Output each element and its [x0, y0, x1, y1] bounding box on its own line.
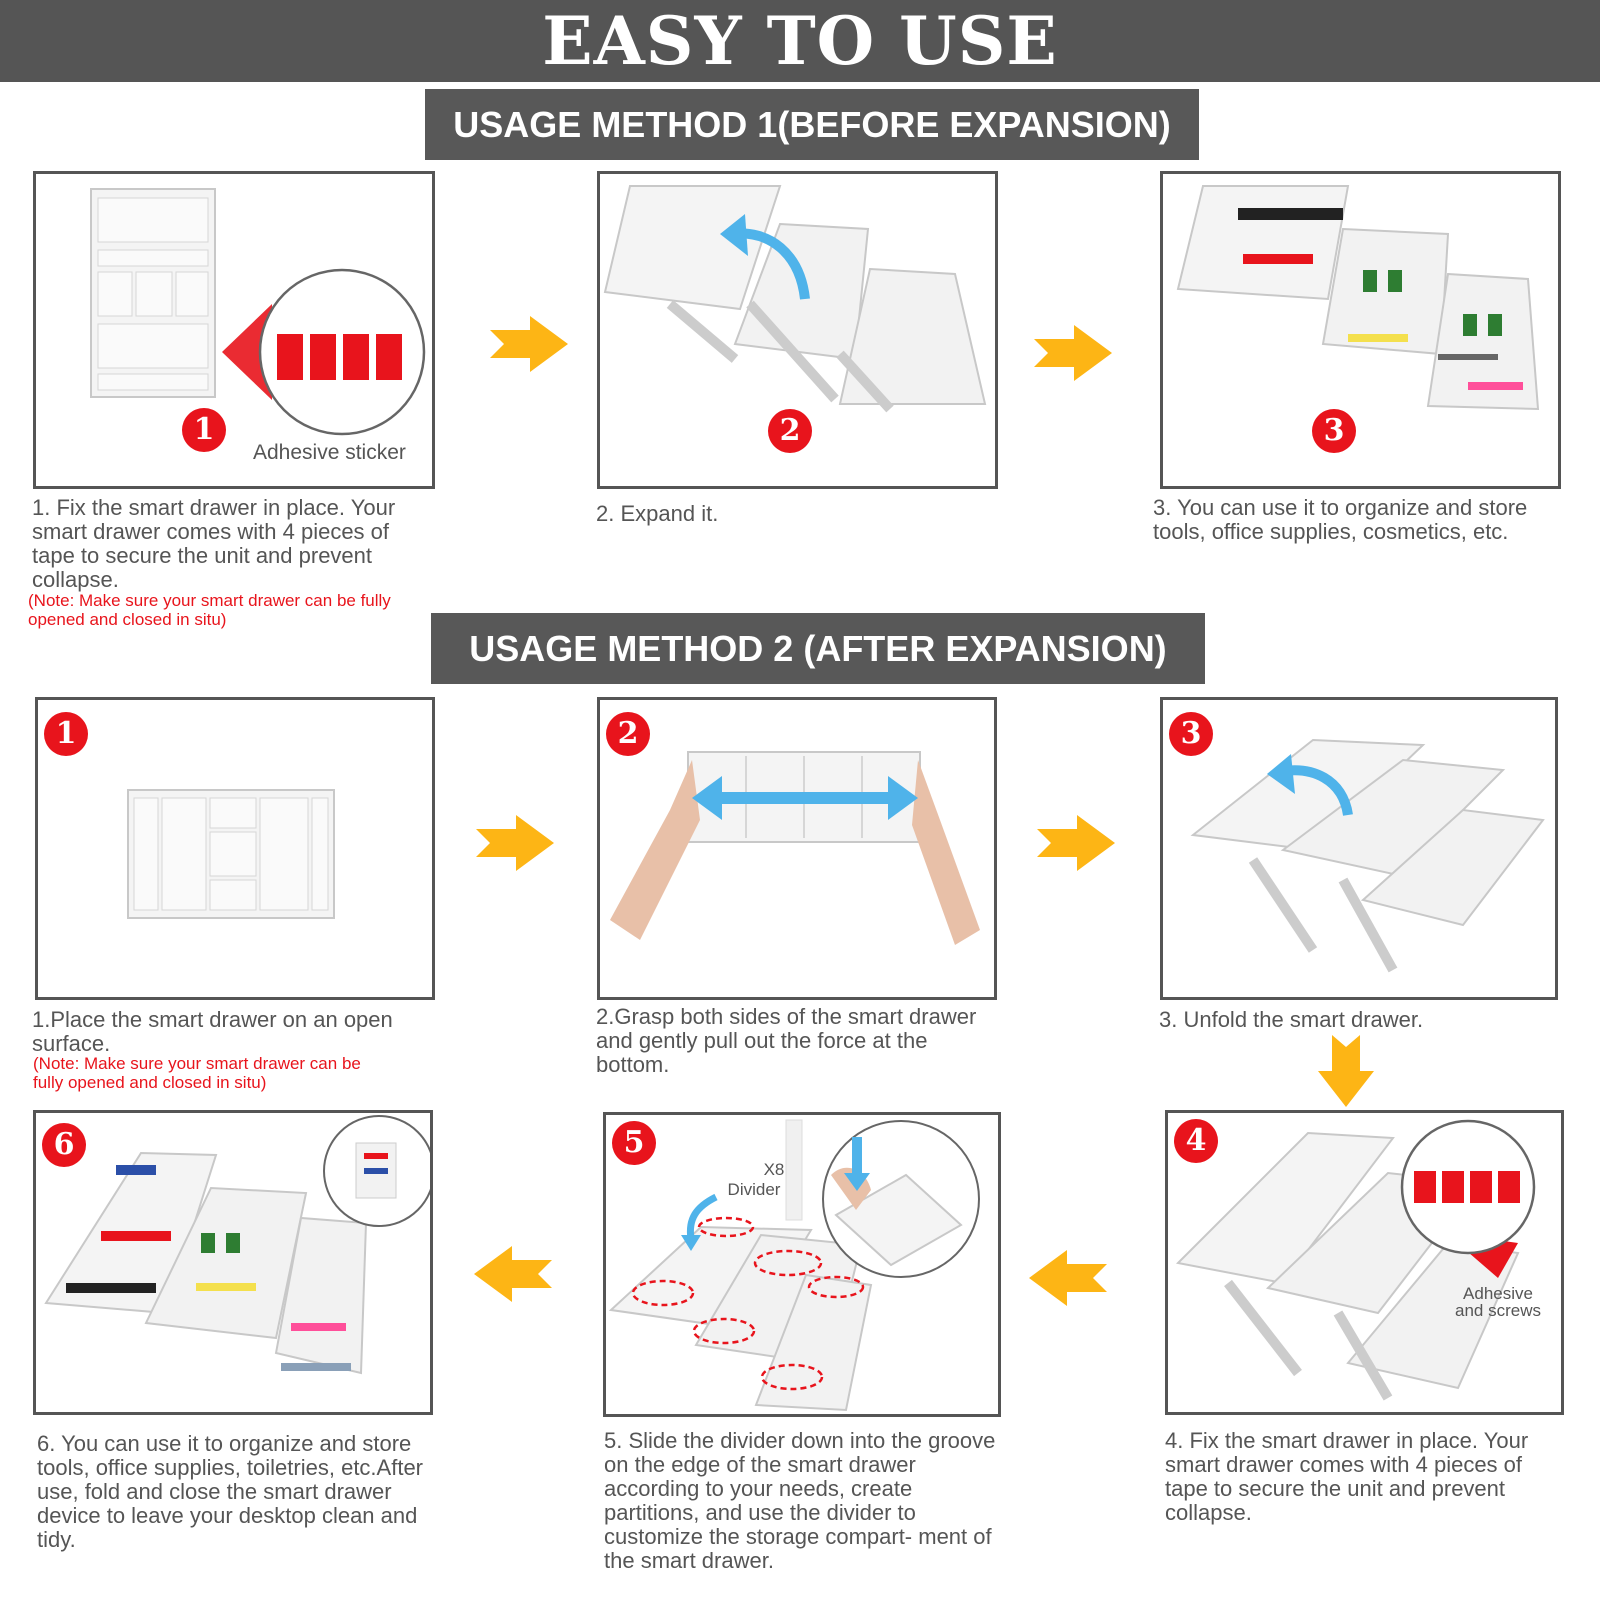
m1-step1-caption: 1. Fix the smart drawer in place. Your smart drawer comes with 4 pieces of tape to secure the unit and prevent collapse. [32, 495, 396, 592]
m2-step6-panel [33, 1110, 433, 1415]
step-badge: 2 [606, 712, 650, 756]
m2-step5-caption: 5. Slide the divider down into the groove on the edge of the smart drawer according to your needs, create partitions, and use the divider to customize the storage compart- ment of the smart drawer. [604, 1428, 996, 1573]
organized-expanded-drawer-illustration [36, 1113, 430, 1412]
method1-title: USAGE METHOD 1(BEFORE EXPANSION) [425, 89, 1199, 160]
m2-step4-caption: 4. Fix the smart drawer in place. Your smart drawer comes with 4 pieces of tape to secure the unit and prevent collapse. [1165, 1428, 1529, 1525]
divider-count-label: X8 [763, 1160, 785, 1179]
arrow-right-icon [1034, 325, 1114, 381]
m2-step3-panel [1160, 697, 1558, 1000]
m2-step5-panel [603, 1112, 1001, 1417]
m1-step3-caption: 3. You can use it to organize and store tools, office supplies, cosmetics, etc. [1153, 495, 1528, 544]
m2-step2-caption: 2.Grasp both sides of the smart drawer and gently pull out the force at the bottom. [596, 1004, 977, 1077]
m1-step2-panel [597, 171, 998, 489]
m2-step3-caption: 3. Unfold the smart drawer. [1159, 1007, 1424, 1032]
divider-label: Divider [727, 1180, 781, 1199]
arrow-right-icon [490, 316, 570, 372]
step-badge: 4 [1174, 1119, 1218, 1163]
closed-drawer-illustration [38, 700, 432, 997]
adhesive-sticker-label: Adhesive sticker [253, 441, 406, 464]
m2-step4-panel [1165, 1110, 1564, 1415]
method2-title: USAGE METHOD 2 (AFTER EXPANSION) [431, 613, 1205, 684]
m1-step1-panel [33, 171, 435, 489]
screws-label: and screws [1455, 1301, 1541, 1320]
arrow-right-icon [1037, 815, 1117, 871]
m2-step6-caption: 6. You can use it to organize and store tools, office supplies, toiletries, etc.After use, fold and close the smart drawer device to leave your desktop clean and tidy. [37, 1431, 423, 1552]
arrow-down-icon [1318, 1035, 1374, 1109]
adhesive-label: Adhesive [1463, 1284, 1533, 1303]
step-badge: 3 [1169, 712, 1213, 756]
folded-drawer-illustration [36, 174, 432, 486]
step-badge: 2 [768, 409, 812, 453]
arrow-left-icon [472, 1246, 552, 1302]
pulling-drawer-illustration [600, 700, 994, 997]
step-badge: 6 [42, 1123, 86, 1167]
m1-step1-note: (Note: Make sure your smart drawer can be fully opened and closed in situ) [28, 591, 391, 629]
step-badge: 1 [182, 408, 226, 452]
unfolding-drawer-illustration [1163, 700, 1555, 997]
arrow-right-icon [476, 815, 556, 871]
m2-step1-panel [35, 697, 435, 1000]
divider-insertion-illustration [606, 1115, 998, 1414]
m1-step2-caption: 2. Expand it. [596, 501, 719, 526]
organized-drawer-illustration [1163, 174, 1558, 486]
step-badge: 5 [612, 1121, 656, 1165]
step-badge: 3 [1312, 409, 1356, 453]
fixed-drawer-illustration [1168, 1113, 1561, 1412]
m2-step1-note: (Note: Make sure your smart drawer can be fully opened and closed in situ) [33, 1054, 361, 1092]
arrow-left-icon [1027, 1250, 1107, 1306]
m1-step3-panel [1160, 171, 1561, 489]
m2-step2-panel [597, 697, 997, 1000]
m2-step1-caption: 1.Place the smart drawer on an open surface. [32, 1007, 393, 1056]
step-badge: 1 [44, 712, 88, 756]
page-title: EASY TO USE [542, 2, 1058, 80]
